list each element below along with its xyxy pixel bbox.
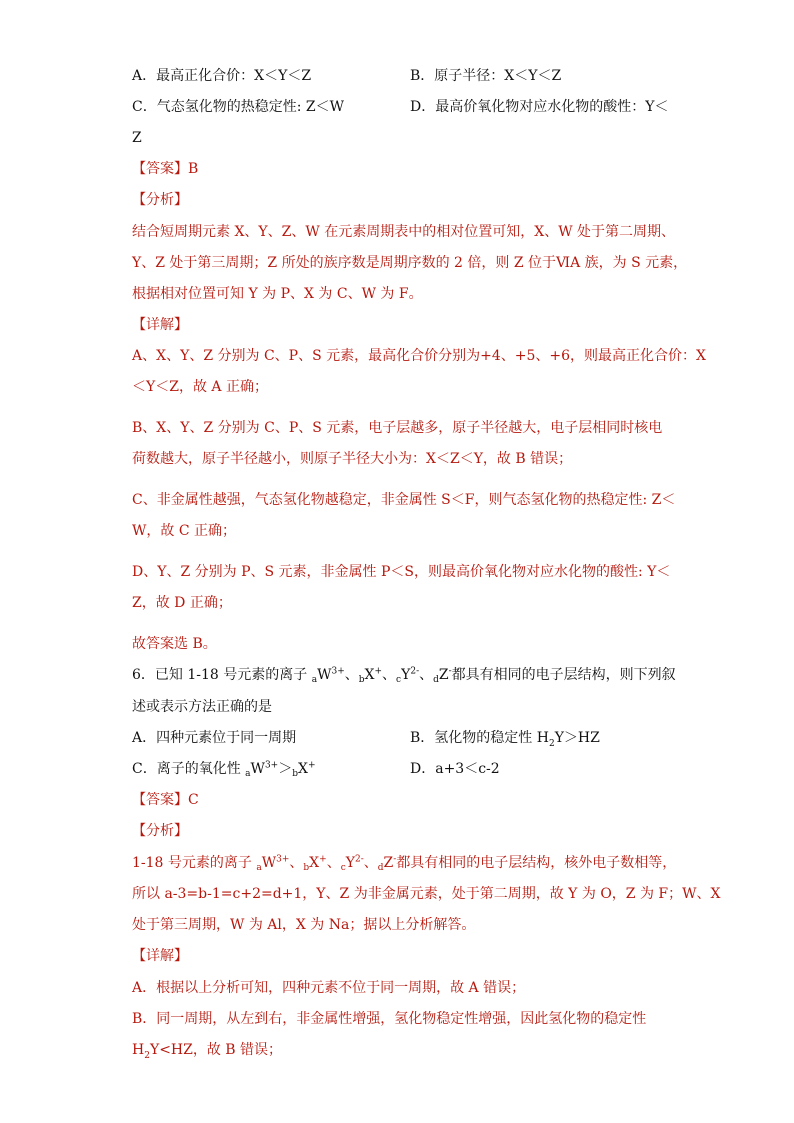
ion-y: Y	[345, 855, 355, 871]
ion-y-charge: 2-	[410, 666, 420, 677]
q5-detail-a-1: A、X、Y、Z 分别为 C、P、S 元素，最高化合价分别为+4、+5、+6，则最高正化合价：X	[132, 348, 706, 364]
separator: 、	[289, 855, 304, 871]
q6-detail-b-suffix: Y<HZ，故 B 错误；	[149, 1042, 283, 1058]
separator: 、	[419, 667, 434, 683]
q5-analysis-line-3: 根据相对位置可知 Y 为 P、X 为 C、W 为 F。	[132, 286, 423, 302]
ion-y: Y	[401, 667, 411, 683]
ion-x-charge: +	[374, 666, 383, 677]
ion-x-charge: +	[307, 760, 316, 771]
q6-answer: 【答案】C	[132, 792, 199, 808]
q6-option-b-suffix: Y＞HZ	[554, 730, 600, 746]
ion-z-charge: -	[393, 854, 397, 865]
q5-detail-c-1: C、非金属性越强，气态氢化物越稳定，非金属性 S＜F，则气态氢化物的热稳定性: Z＜	[132, 492, 676, 508]
q6-analysis-line-2: 所以 a-3=b-1=c+2=d+1，Y、Z 为非金属元素，处于第二周期，故 Y 为 O，Z 为 F；W、X	[132, 886, 721, 902]
q6-analysis-line-1	[132, 853, 676, 873]
ion-y-subscript: c	[396, 675, 402, 685]
q5-option-d: D．最高价氧化物对应水化物的酸性：Y＜	[410, 99, 669, 115]
ion-z: Z	[383, 855, 394, 871]
q6-detail-a: A．根据以上分析可知，四种元素不位于同一周期，故 A 错误；	[132, 980, 526, 996]
ion-x: X	[309, 855, 320, 871]
q6-option-c-operator: ＞	[278, 761, 293, 777]
q5-detail-header: 【详解】	[132, 317, 188, 333]
q6-option-b-subscript: 2	[548, 738, 555, 749]
q6-stem-prefix: 6．已知 1-18 号元素的离子	[132, 667, 308, 683]
separator: 、	[382, 667, 397, 683]
q6-option-d: D．a+3＜c-2	[410, 761, 500, 777]
q6-analysis-header: 【分析】	[132, 823, 188, 839]
q6-analysis-suffix: 都具有相同的电子层结构，核外电子数相等，	[396, 855, 677, 871]
ion-w-subscript: a	[311, 675, 318, 685]
ion-x: X	[364, 667, 375, 683]
ion-x-subscript: b	[358, 675, 365, 685]
ion-w-subscript: a	[256, 863, 262, 873]
q5-conclusion: 故答案选 B。	[132, 636, 217, 652]
q6-analysis-prefix: 1-18 号元素的离子	[132, 855, 252, 871]
ion-x-charge: +	[319, 854, 327, 865]
separator: 、	[363, 855, 378, 871]
ion-x-subscript: b	[303, 863, 310, 873]
q5-answer: 【答案】B	[132, 161, 199, 177]
q6-detail-b-prefix: H	[132, 1042, 145, 1058]
q6-detail-b-subscript: 2	[144, 1050, 150, 1061]
ion-z-charge: -	[448, 666, 452, 677]
ion-x: X	[297, 761, 308, 777]
q6-option-c	[132, 759, 316, 779]
q5-option-d-cont: Z	[132, 130, 142, 146]
q5-detail-d-2: Z，故 D 正确；	[132, 595, 232, 611]
separator: 、	[326, 855, 341, 871]
ion-x-subscript: b	[292, 769, 298, 779]
ion-w-charge: 3+	[331, 666, 345, 677]
ion-z-subscript: d	[377, 863, 384, 873]
ion-y-charge: 2-	[354, 854, 364, 865]
q5-option-b: B．原子半径：X＜Y＜Z	[410, 68, 562, 84]
separator: 、	[344, 667, 359, 683]
q5-detail-b-1: B、X、Y、Z 分别为 C、P、S 元素，电子层越多，原子半径越大，电子层相同时核电	[132, 420, 663, 436]
q6-stem-suffix: 都具有相同的电子层结构，则下列叙	[451, 667, 676, 683]
q6-detail-b-1: B．同一周期，从左到右，非金属性增强，氢化物稳定性增强，因此氢化物的稳定性	[132, 1011, 647, 1027]
q5-analysis-line-2: Y、Z 处于第三周期；Z 所处的族序数是周期序数的 2 倍，则 Z 位于ⅥA 族，为 S 元素，	[132, 255, 688, 271]
q5-analysis-line-1: 结合短周期元素 X、Y、Z、W 在元素周期表中的相对位置可知，X、W 处于第二周期、	[132, 224, 676, 240]
q6-detail-header: 【详解】	[132, 948, 188, 964]
q6-stem-line-2: 述或表示方法正确的是	[132, 699, 272, 715]
q5-option-c: C．气态氢化物的热稳定性: Z＜W	[132, 99, 344, 115]
ion-w: W	[261, 855, 277, 871]
q5-detail-c-2: W，故 C 正确；	[132, 523, 237, 539]
ion-w: W	[317, 667, 332, 683]
q6-option-b-prefix: B．氢化物的稳定性 H	[410, 730, 549, 746]
ion-w: W	[250, 761, 265, 777]
q6-option-a: A．四种元素位于同一周期	[132, 730, 297, 746]
ion-y-subscript: c	[340, 863, 346, 873]
q5-option-a: A．最高正化合价：X＜Y＜Z	[132, 68, 312, 84]
q5-detail-d-1: D、Y、Z 分别为 P、S 元素，非金属性 P＜S，则最高价氧化物对应水化物的酸性: Y＜	[132, 564, 671, 580]
ion-w-charge: 3+	[276, 854, 290, 865]
q5-detail-a-2: ＜Y＜Z，故 A 正确；	[132, 379, 268, 395]
q6-option-b	[410, 728, 600, 748]
q6-option-c-prefix: C．离子的氧化性	[132, 761, 241, 777]
ion-w-subscript: a	[245, 769, 251, 779]
ion-w-charge: 3+	[264, 760, 279, 771]
ion-z: Z	[438, 667, 449, 683]
q6-stem-line-1	[132, 665, 676, 685]
q5-analysis-header: 【分析】	[132, 192, 188, 208]
q6-analysis-line-3: 处于第三周期，W 为 Al，X 为 Na；据以上分析解答。	[132, 917, 476, 933]
q5-detail-b-2: 荷数越大，原子半径越小，则原子半径大小为：X＜Z＜Y，故 B 错误；	[132, 451, 573, 467]
q6-detail-b-2	[132, 1040, 282, 1060]
ion-z-subscript: d	[433, 675, 439, 685]
